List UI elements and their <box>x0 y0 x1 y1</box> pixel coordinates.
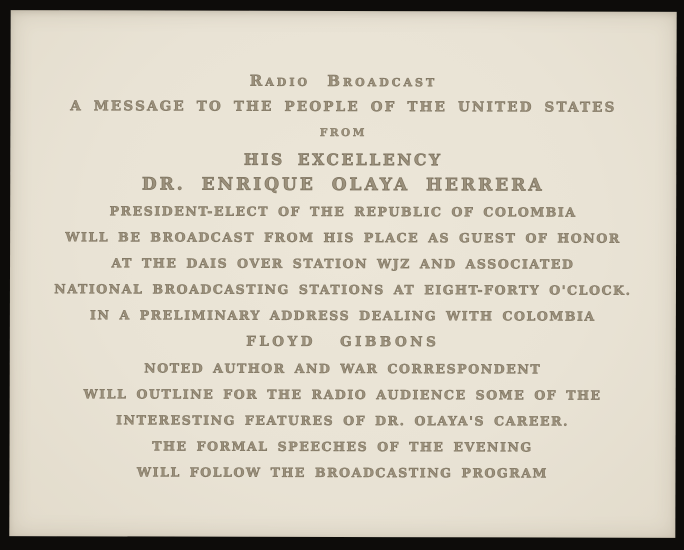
announcement-card <box>9 10 676 538</box>
line-from: FROM <box>319 127 367 140</box>
line-broadcast-time: NATIONAL BROADCASTING STATIONS AT EIGHT-FORTY O'CLOCK. <box>54 281 632 299</box>
line-formal-speeches: THE FORMAL SPEECHES OF THE EVENING <box>152 438 533 455</box>
line-guest-of-honor: WILL BE BROADCAST FROM HIS PLACE AS GUEST OF HONOR <box>65 229 621 246</box>
line-message-to-people: A MESSAGE TO THE PEOPLE OF THE UNITED STATES <box>70 98 617 116</box>
line-broadcasting-program: WILL FOLLOW THE BROADCASTING PROGRAM <box>136 464 548 481</box>
line-olaya-career: INTERESTING FEATURES OF DR. OLAYA'S CAREER. <box>116 412 570 429</box>
line-correspondent: NOTED AUTHOR AND WAR CORRESPONDENT <box>144 360 542 377</box>
line-president-elect: PRESIDENT-ELECT OF THE REPUBLIC OF COLOMBIA <box>109 203 577 220</box>
line-station-wjz: AT THE DAIS OVER STATION WJZ AND ASSOCIATED <box>111 255 575 272</box>
line-preliminary-address: IN A PRELIMINARY ADDRESS DEALING WITH COLOMBIA <box>90 307 596 325</box>
card-text-block <box>9 10 676 486</box>
line-floyd-gibbons: FLOYD GIBBONS <box>246 333 440 351</box>
line-radio-audience: WILL OUTLINE FOR THE RADIO AUDIENCE SOME OF THE <box>83 385 602 403</box>
line-speaker-name: DR. ENRIQUE OLAYA HERRERA <box>141 174 545 196</box>
line-his-excellency: HIS EXCELLENCY <box>243 149 443 170</box>
title-radio-broadcast: Radio Broadcast <box>249 71 438 91</box>
